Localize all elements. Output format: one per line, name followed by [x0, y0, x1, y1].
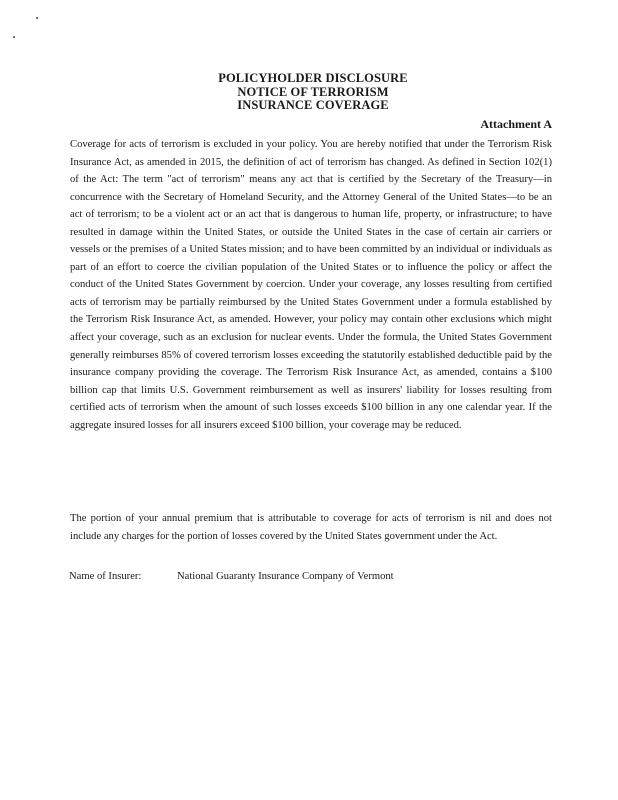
insurer-label: Name of Insurer: [69, 571, 142, 582]
title-line: NOTICE OF TERRORISM [237, 84, 389, 99]
title-line: INSURANCE COVERAGE [237, 98, 389, 112]
title-line: POLICYHOLDER DISCLOSURE [218, 71, 408, 85]
insurer-line [69, 571, 394, 582]
document-title [195, 72, 431, 113]
insurer-name: National Guaranty Insurance Company of Vermont [177, 571, 394, 582]
scan-speck [13, 36, 15, 38]
disclosure-paragraph: Coverage for acts of terrorism is excluded in your policy. You are hereby notified that under the Terrorism Risk Insurance Act, as amended in 2015, the definition of act of terrorism has changed. As defined in Section 102(1) of the Act: The term "act of terrorism" means any act that is certified by the Secretary of the Treasury—in concurrence with the Secretary of Homeland Security, and the Attorney General of the United States—to be an act of terrorism; to be a violent act or an act that is dangerous to human life, property, or infrastructure; to have resulted in damage within the United States, or outside the United States in the case of certain air carriers or vessels or the premises of a United States mission; and to have been committed by an individual or individuals as part of an effort to coerce the civilian population of the United States or to influence the policy or affect the conduct of the United States Government by coercion. Under your coverage, any losses resulting from certified acts of terrorism may be partially reimbursed by the United States Government under a formula established by the Terrorism Risk Insurance Act, as amended. However, your policy may contain other exclusions which might affect your coverage, such as an exclusion for nuclear events. Under the formula, the United States Government generally reimburses 85% of covered terrorism losses exceeding the statutorily established deductible paid by the insurance company providing the coverage. The Terrorism Risk Insurance Act, as amended, contains a $100 billion cap that limits U.S. Government reimbursement as well as insurers' liability for losses resulting from certified acts of terrorism when the amount of such losses exceeds $100 billion in any one calendar year. If the aggregate insured losses for all insurers exceed $100 billion, your coverage may be reduced. [70, 139, 552, 431]
attachment-label: Attachment A [480, 117, 552, 131]
scan-speck [36, 17, 38, 19]
premium-paragraph: The portion of your annual premium that is attributable to coverage for acts of terrorism is nil and does not include any charges for the portion of losses covered by the United States government under the Act. [70, 513, 552, 542]
